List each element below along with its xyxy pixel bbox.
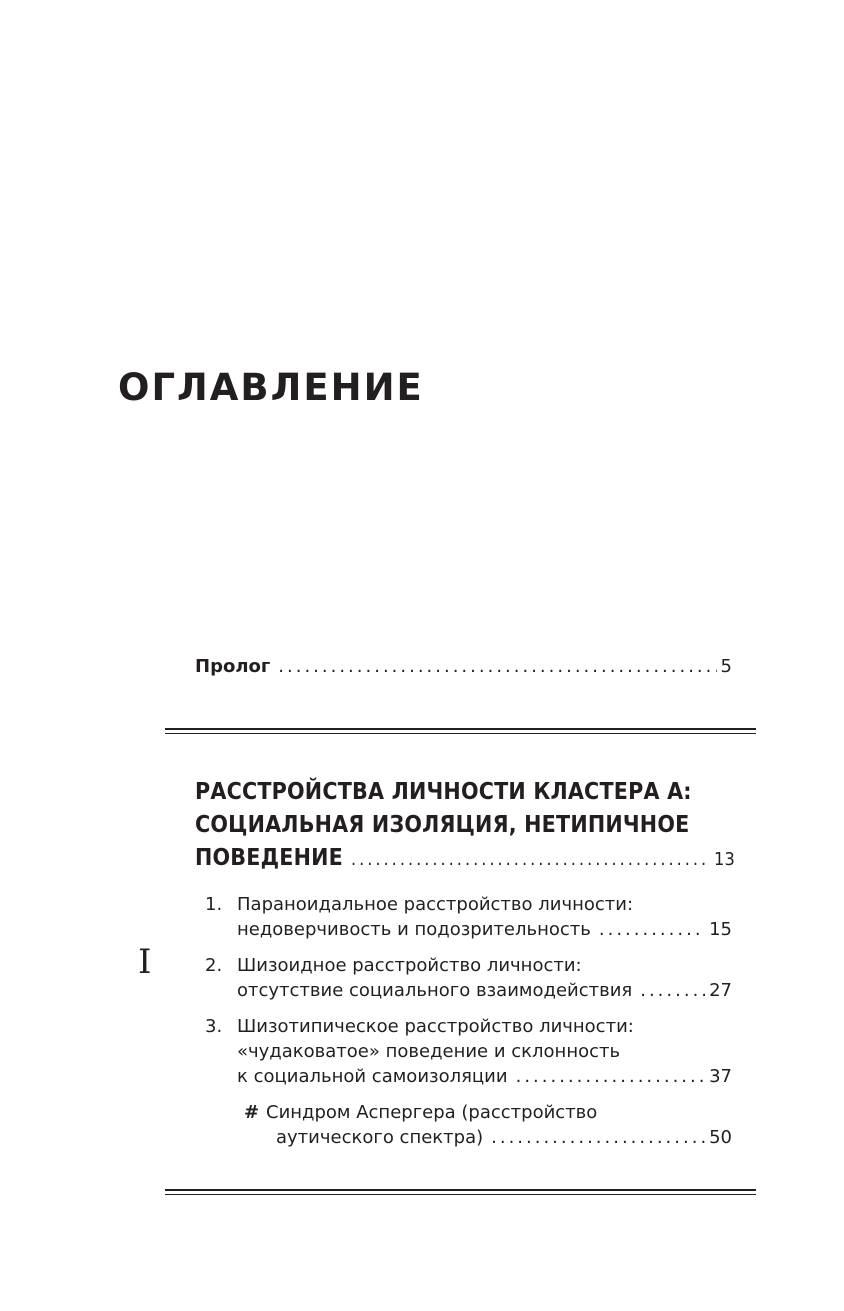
toc-page-number: 50 [709, 1127, 732, 1148]
toc-section-heading[interactable] [195, 776, 735, 876]
section-heading-line: ПОВЕДЕНИЕ [195, 845, 343, 871]
toc-entry-label: Пролог [195, 656, 271, 677]
toc-item-line: аутического спектра) [276, 1127, 484, 1148]
toc-page-number: 37 [709, 1066, 732, 1087]
section-heading-line: РАССТРОЙСТВА ЛИЧНОСТИ КЛАСТЕРА А: [195, 779, 692, 805]
toc-entry-prolog[interactable] [195, 654, 732, 680]
section-divider-bottom [165, 1189, 756, 1195]
toc-item-line: к социальной самоизоляции [237, 1066, 508, 1087]
toc-page-number: 5 [720, 656, 732, 677]
part-marker: I [138, 942, 152, 982]
toc-page-number: 27 [709, 980, 732, 1001]
toc-item-line: «чудаковатое» поведение и склонность [237, 1041, 621, 1062]
section-heading-line: СОЦИАЛЬНАЯ ИЗОЛЯЦИЯ, НЕТИПИЧНОЕ [195, 812, 690, 838]
dot-leader [599, 917, 705, 942]
toc-item-number: 3. [205, 1016, 223, 1037]
dot-leader [278, 654, 716, 680]
hash-icon: # [244, 1102, 260, 1123]
dot-leader [351, 843, 710, 876]
toc-item-1[interactable] [205, 892, 732, 942]
dot-leader [516, 1064, 706, 1089]
toc-item-number: 2. [205, 955, 223, 976]
toc-item-line: Параноидальное расстройство личности: [237, 894, 634, 915]
toc-item-3[interactable] [205, 1014, 732, 1089]
toc-item-line: отсутствие социального взаимодействия [237, 980, 633, 1001]
toc-item-number: 1. [205, 894, 223, 915]
toc-item-line: Синдром Аспергера (расстройство [266, 1102, 598, 1123]
toc-item-2[interactable] [205, 953, 732, 1003]
toc-page-number: 13 [713, 849, 735, 870]
dot-leader [640, 978, 705, 1003]
toc-item-line: недоверчивость и подозрительность [237, 919, 591, 940]
section-divider-top [165, 728, 756, 734]
toc-item-line: Шизоидное расстройство личности: [237, 955, 582, 976]
toc-page-number: 15 [709, 919, 732, 940]
toc-subitem[interactable] [244, 1100, 732, 1150]
dot-leader [491, 1125, 705, 1150]
page-title: ОГЛАВЛЕНИЕ [118, 366, 424, 409]
toc-item-line: Шизотипическое расстройство личности: [237, 1016, 634, 1037]
